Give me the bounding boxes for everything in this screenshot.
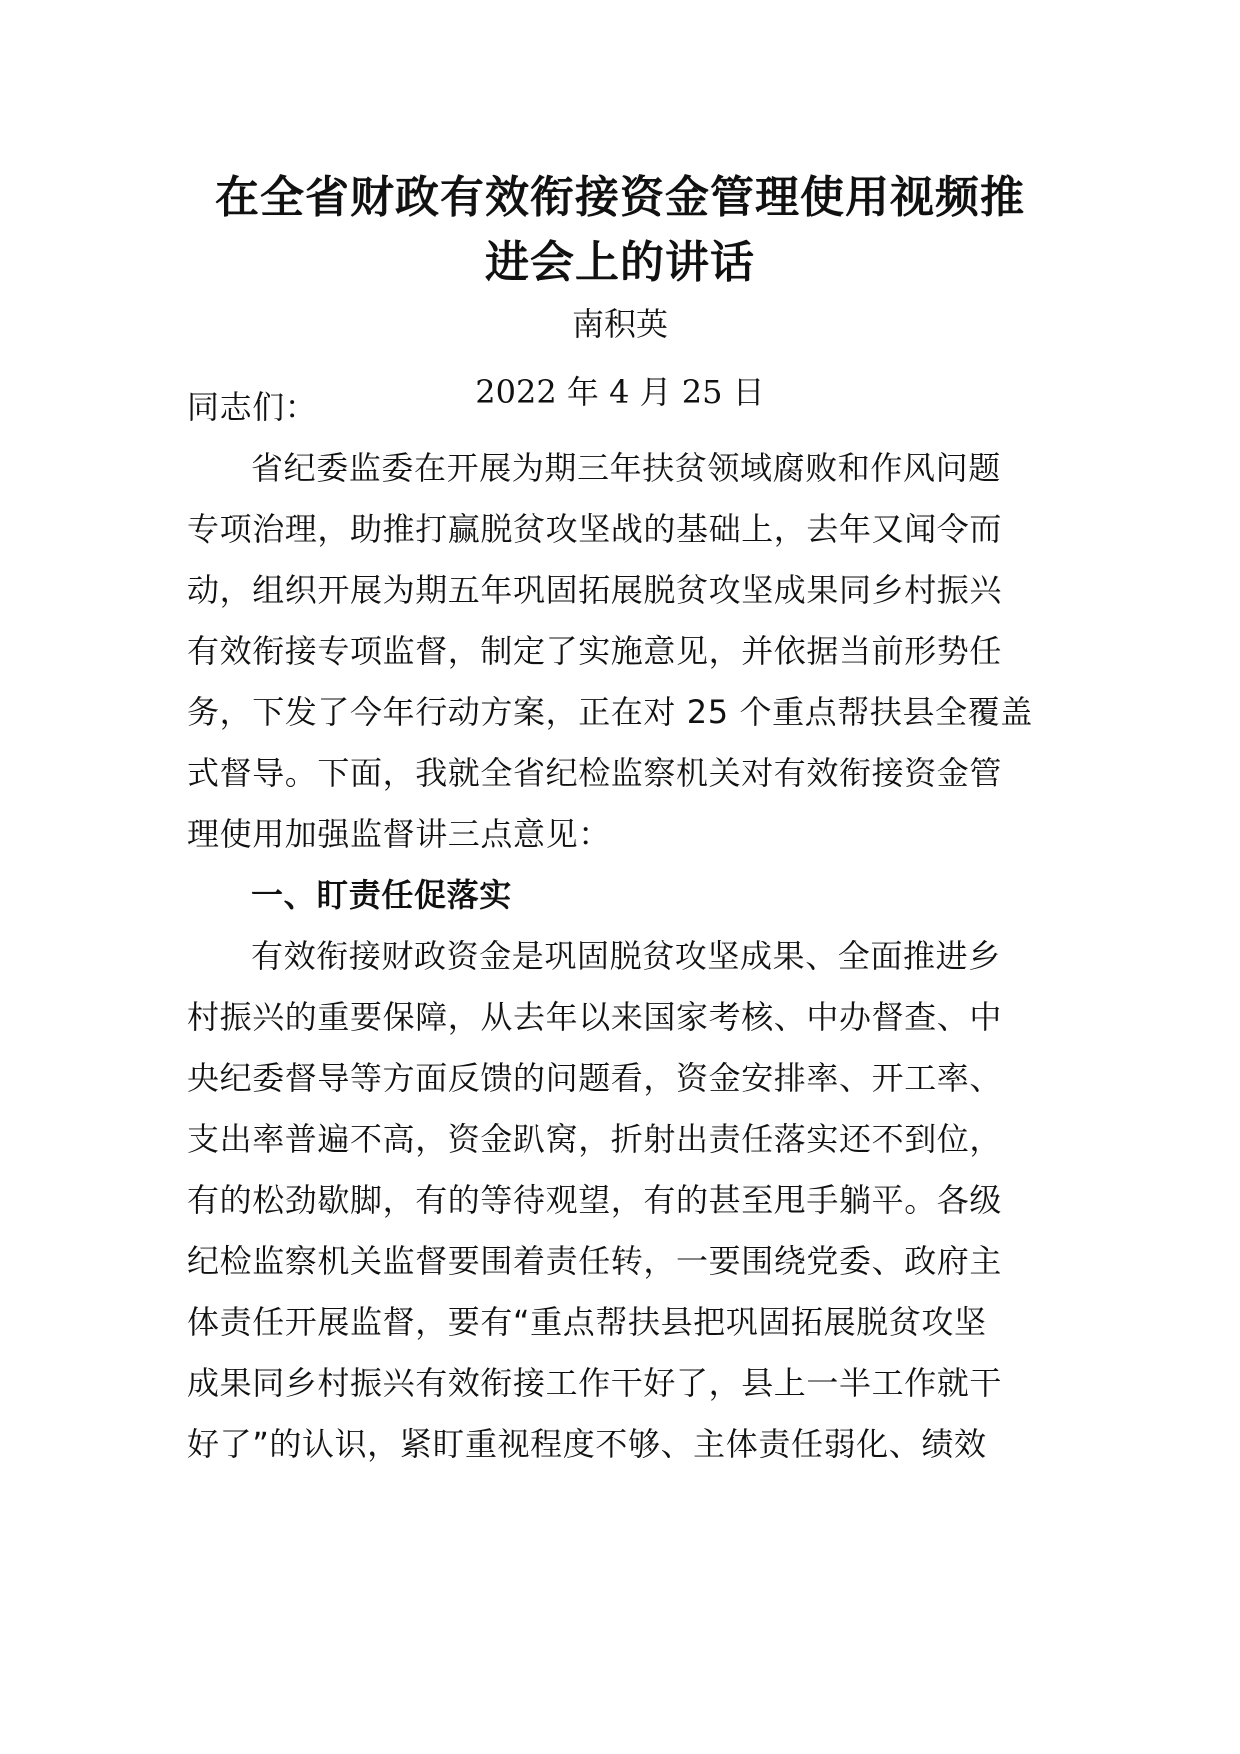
paragraph-1-line: 有效衔接专项监督，制定了实施意见，并依据当前形势任 (187, 632, 1003, 670)
section-heading-1: 一、盯责任促落实 (251, 876, 512, 914)
document-title-line-2: 进会上的讲话 (485, 237, 755, 288)
paragraph-2-line: 好了”的认识，紧盯重视程度不够、主体责任弱化、绩效 (187, 1425, 987, 1463)
paragraph-2-line: 有效衔接财政资金是巩固脱贫攻坚成果、全面推进乡 (251, 937, 1001, 975)
paragraph-1-line: 动，组织开展为期五年巩固拓展脱贫攻坚成果同乡村振兴 (187, 571, 1003, 609)
paragraph-2-line: 支出率普遍不高，资金趴窝，折射出责任落实还不到位， (187, 1120, 1003, 1158)
paragraph-2-line: 村振兴的重要保障，从去年以来国家考核、中办督查、中 (187, 998, 1003, 1036)
paragraph-2-line: 成果同乡村振兴有效衔接工作干好了，县上一半工作就干 (187, 1364, 1003, 1402)
paragraph-1-line: 省纪委监委在开展为期三年扶贫领域腐败和作风问题 (251, 449, 1001, 487)
paragraph-2-line: 纪检监察机关监督要围着责任转，一要围绕党委、政府主 (187, 1242, 1003, 1280)
document-title-line-1: 在全省财政有效衔接资金管理使用视频推 (215, 172, 1025, 223)
paragraph-1-line: 务，下发了今年行动方案，正在对 25 个重点帮扶县全覆盖 (187, 693, 1033, 731)
paragraph-1-line: 式督导。下面，我就全省纪检监察机关对有效衔接资金管 (187, 754, 1003, 792)
paragraph-2-line: 有的松劲歇脚，有的等待观望，有的甚至甩手躺平。各级 (187, 1181, 1003, 1219)
speech-date: 2022 年 4 月 25 日 (475, 373, 765, 411)
paragraph-1-line: 理使用加强监督讲三点意见： (187, 815, 611, 853)
paragraph-2-line: 体责任开展监督，要有“重点帮扶县把巩固拓展脱贫攻坚 (187, 1303, 987, 1341)
salutation: 同志们： (187, 388, 318, 426)
paragraph-2-line: 央纪委督导等方面反馈的问题看，资金安排率、开工率、 (187, 1059, 1003, 1097)
author-name: 南积英 (571, 305, 668, 343)
paragraph-1-line: 专项治理，助推打赢脱贫攻坚战的基础上，去年又闻令而 (187, 510, 1003, 548)
